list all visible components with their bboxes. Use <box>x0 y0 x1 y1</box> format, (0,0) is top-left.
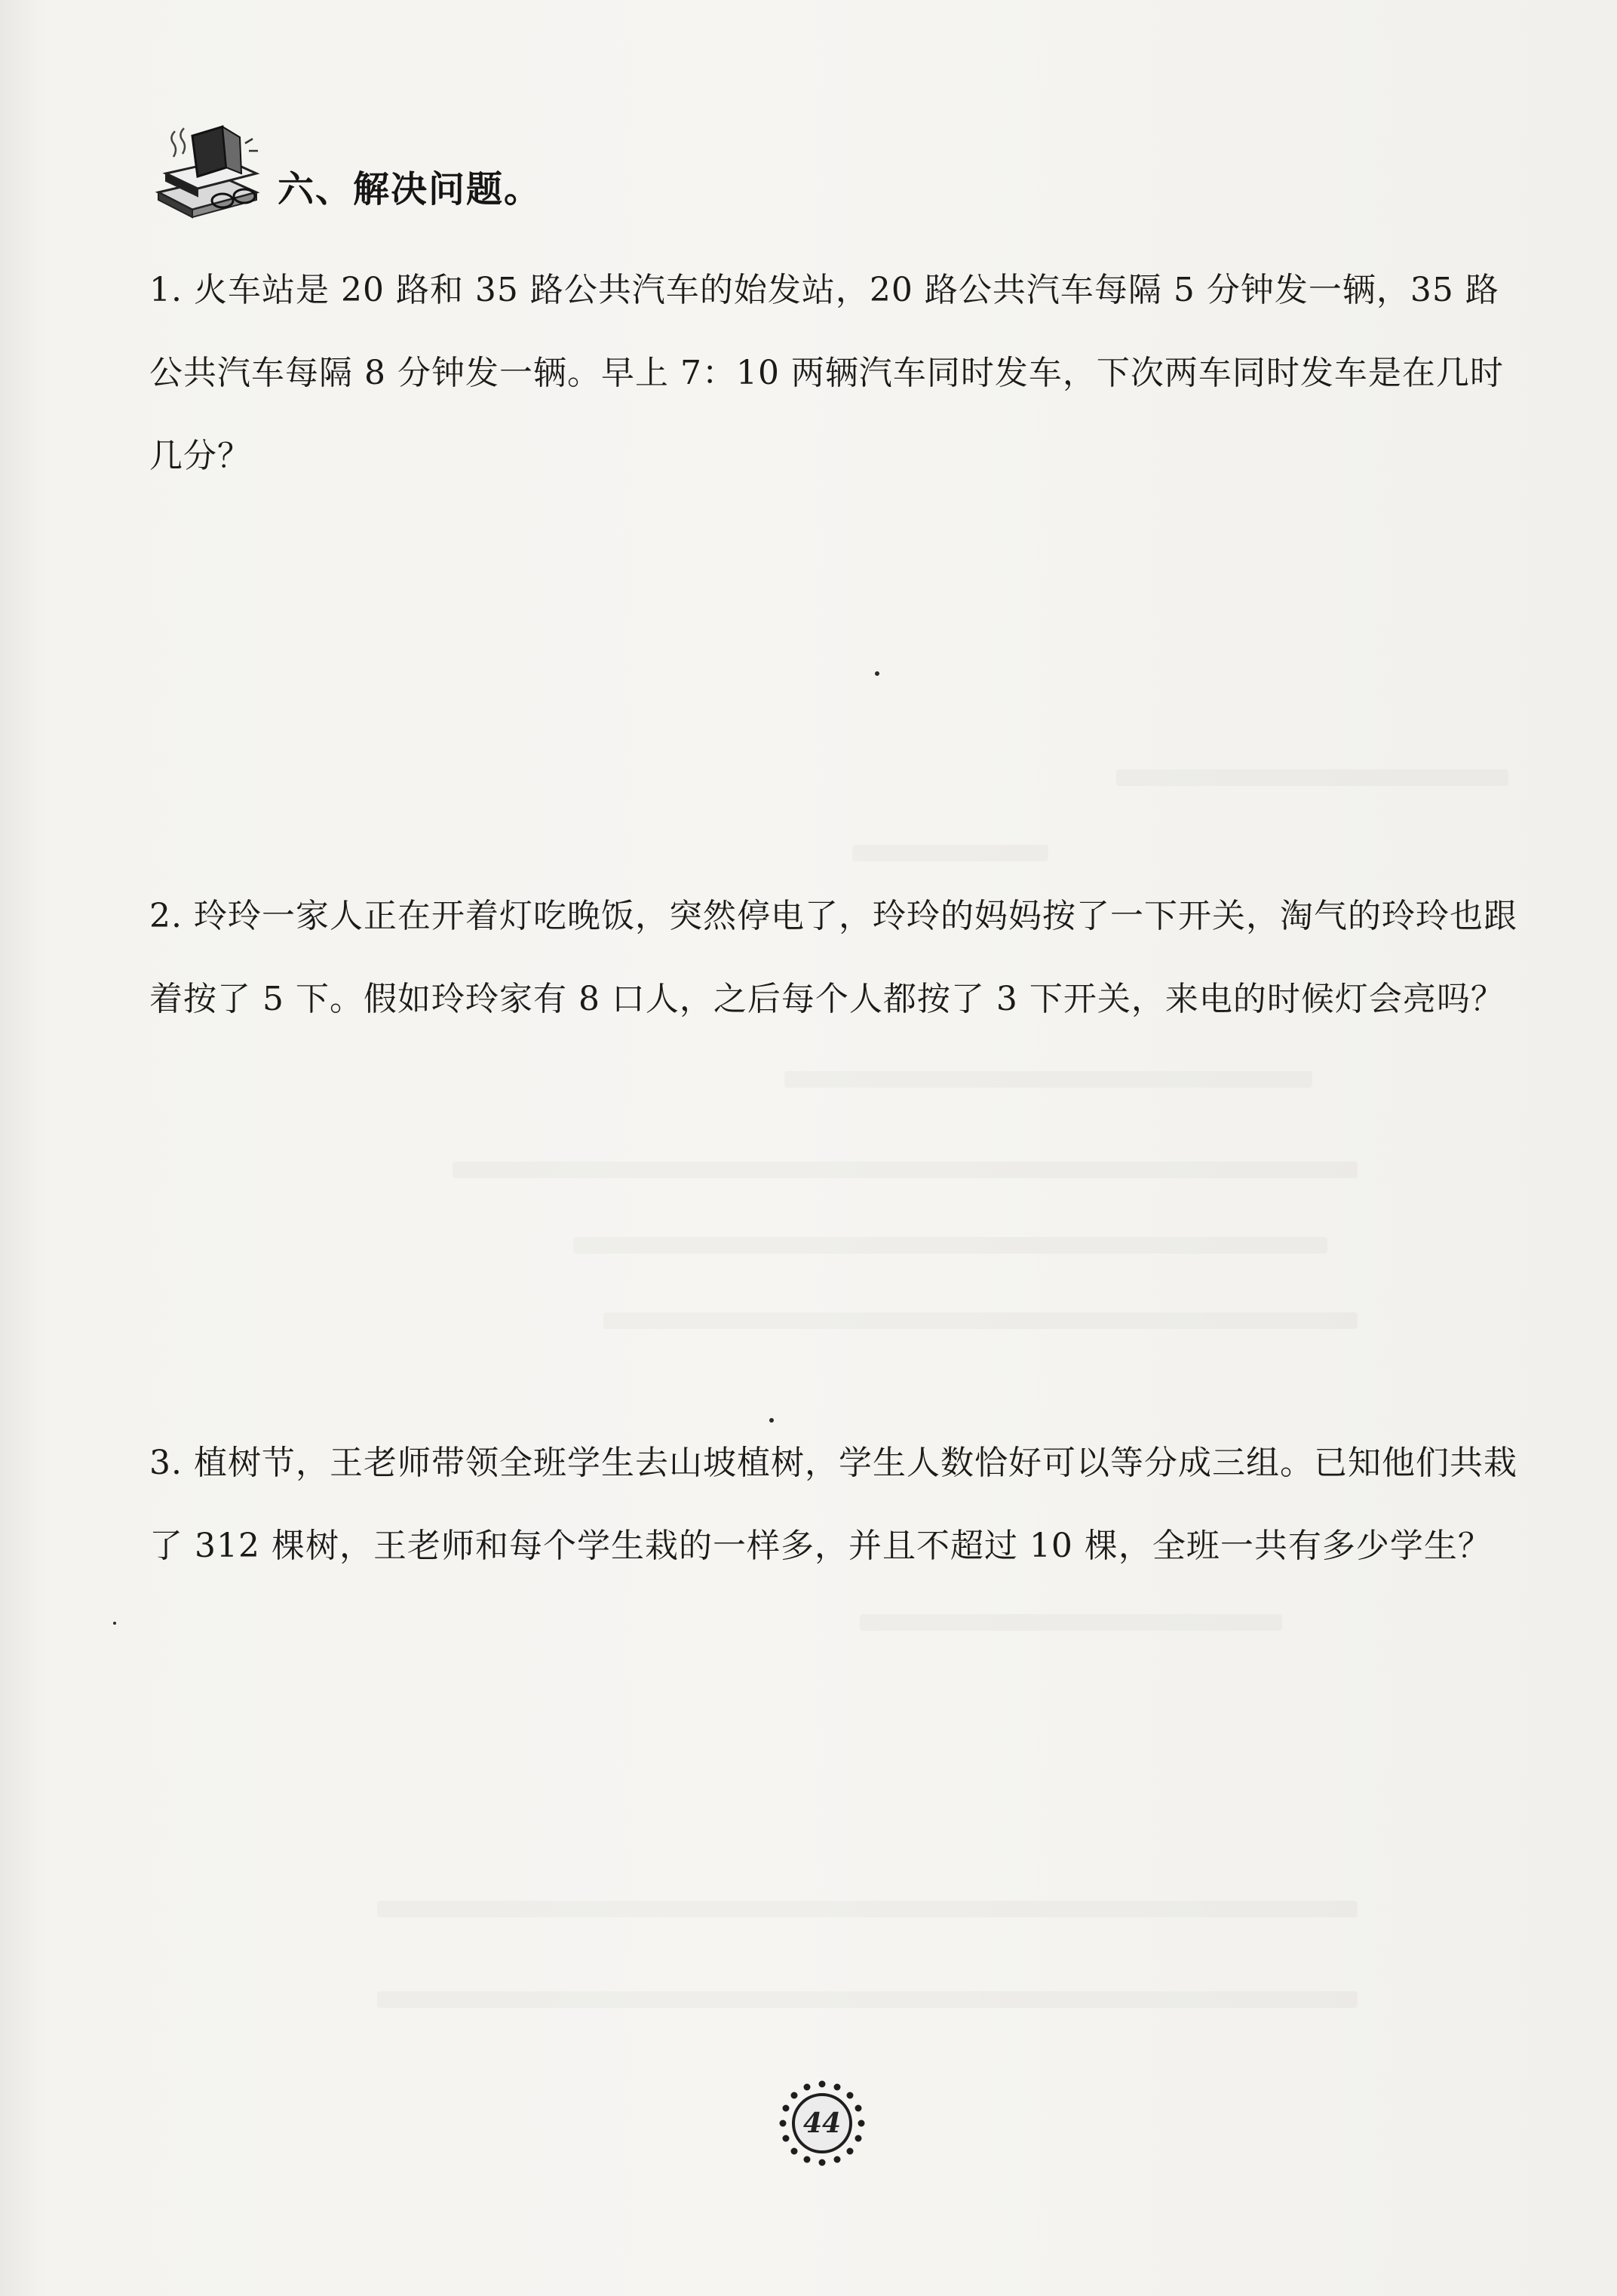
bleed-through-line <box>1116 769 1508 786</box>
question-number: 1. <box>149 271 183 309</box>
bleed-through-line <box>377 1901 1358 1917</box>
bleed-through-line <box>784 1071 1312 1088</box>
section-header <box>151 121 754 226</box>
ink-speck <box>113 1622 116 1625</box>
question-number: 2. <box>149 897 183 935</box>
question-3 <box>149 1422 1530 1588</box>
bleed-through-line <box>377 1991 1358 2008</box>
bleed-through-line <box>852 845 1048 861</box>
question-text: 植树节，王老师带领全班学生去山坡植树，学生人数恰好可以等分成三组。已知他们共栽了 312 棵树，王老师和每个学生栽的一样多，并且不超过 10 棵，全班一共有多少学生？ <box>149 1444 1517 1565</box>
ink-speck <box>769 1418 774 1423</box>
bleed-through-line <box>453 1162 1358 1178</box>
page-number: 44 <box>802 2107 842 2139</box>
question-1 <box>149 249 1530 498</box>
question-number: 3. <box>149 1444 183 1482</box>
books-and-glasses-icon <box>151 121 264 223</box>
bleed-through-line <box>573 1237 1327 1254</box>
question-2 <box>149 875 1530 1041</box>
question-text: 火车站是 20 路和 35 路公共汽车的始发站，20 路公共汽车每隔 5 分钟发一辆，35 路公共汽车每隔 8 分钟发一辆。早上 7：10 两辆汽车同时发车，下次两车同时发车是在几时几分？ <box>149 271 1504 475</box>
bleed-through-line <box>603 1312 1358 1329</box>
question-text: 玲玲一家人正在开着灯吃晚饭，突然停电了，玲玲的妈妈按了一下开关，淘气的玲玲也跟着按了 5 下。假如玲玲家有 8 口人，之后每个人都按了 3 下开关，来电的时候灯会亮吗？ <box>149 897 1517 1018</box>
bleed-through-line <box>860 1614 1282 1631</box>
ink-speck <box>875 671 879 676</box>
section-title: 六、解决问题。 <box>278 168 542 210</box>
